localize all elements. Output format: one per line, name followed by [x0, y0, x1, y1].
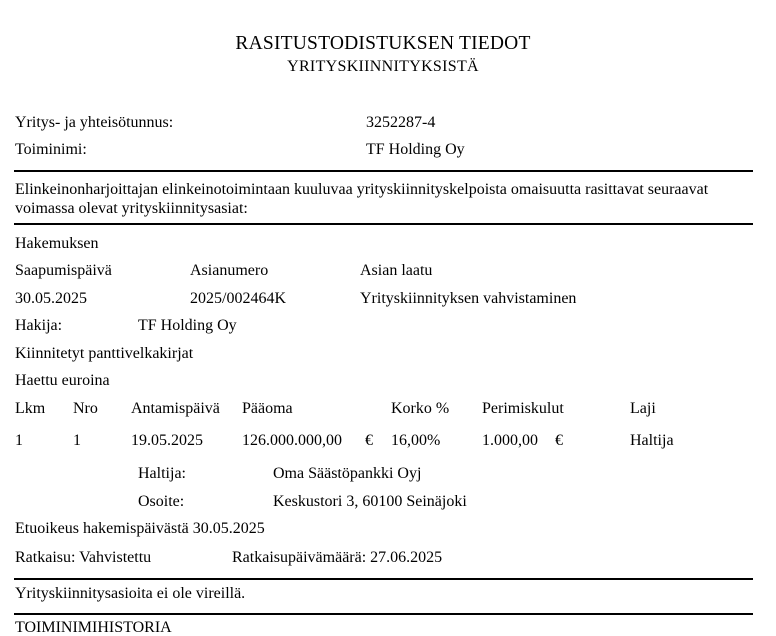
principal-value: 126.000.000,00 [242, 432, 342, 449]
divider [14, 613, 753, 615]
count-header: Lkm [15, 400, 46, 417]
principal-currency: € [365, 432, 373, 449]
document-title: RASITUSTODISTUKSEN TIEDOT [235, 33, 531, 54]
arrival-date-header: Saapumispäivä [15, 262, 112, 279]
holder-value: Oma Säästöpankki Oyj [273, 465, 422, 482]
next-section-heading: TOIMINIMIHISTORIA [15, 619, 172, 636]
applicant-label: Hakija: [15, 317, 63, 334]
count-value: 1 [15, 432, 23, 449]
arrival-date-value: 30.05.2025 [15, 290, 87, 307]
divider [14, 223, 753, 225]
divider [14, 170, 753, 172]
case-number-value: 2025/002464K [190, 290, 286, 307]
intro-paragraph: Elinkeinonharjoittajan elinkeinotoimintaan kuuluvaa yrityskiinnityskelpoista omaisuutta rasittavat seuraavat voimassa olevat yrityskiinnitysasiat: [15, 181, 709, 217]
priority-text: Etuoikeus hakemispäivästä 30.05.2025 [15, 520, 265, 537]
interest-header: Korko % [391, 400, 450, 417]
issue-date-header: Antamispäivä [131, 400, 220, 417]
issue-date-value: 19.05.2025 [131, 432, 203, 449]
collection-header: Perimiskulut [482, 400, 564, 417]
number-header: Nro [73, 400, 98, 417]
company-name-label: Toiminimi: [15, 141, 87, 158]
number-value: 1 [73, 432, 81, 449]
company-name-value: TF Holding Oy [366, 141, 465, 158]
decision-date: Ratkaisupäivämäärä: 27.06.2025 [232, 549, 443, 566]
decision-label: Ratkaisu: Vahvistettu [15, 549, 152, 566]
applicant-value: TF Holding Oy [138, 317, 237, 334]
company-id-label: Yritys- ja yhteisötunnus: [15, 114, 174, 131]
collection-value: 1.000,00 [482, 432, 538, 449]
application-section-label: Hakemuksen [15, 235, 99, 252]
case-type-value: Yrityskiinnityksen vahvistaminen [360, 290, 577, 307]
collection-currency: € [555, 432, 563, 449]
type-header: Laji [630, 400, 656, 417]
interest-value: 16,00% [391, 432, 441, 449]
principal-header: Pääoma [242, 400, 293, 417]
currency-label: Haettu euroina [15, 372, 110, 389]
company-id-value: 3252287-4 [366, 114, 436, 131]
address-label: Osoite: [138, 493, 185, 510]
case-type-header: Asian laatu [360, 262, 433, 279]
pending-text: Yrityskiinnitysasioita ei ole vireillä. [15, 585, 246, 602]
case-number-header: Asianumero [190, 262, 269, 279]
divider [14, 578, 753, 580]
promissory-section-label: Kiinnitetyt panttivelkakirjat [15, 345, 194, 362]
holder-label: Haltija: [138, 465, 186, 482]
type-value: Haltija [630, 432, 674, 449]
document-subtitle: YRITYSKIINNITYKSISTÄ [287, 58, 479, 75]
address-value: Keskustori 3, 60100 Seinäjoki [273, 493, 467, 510]
